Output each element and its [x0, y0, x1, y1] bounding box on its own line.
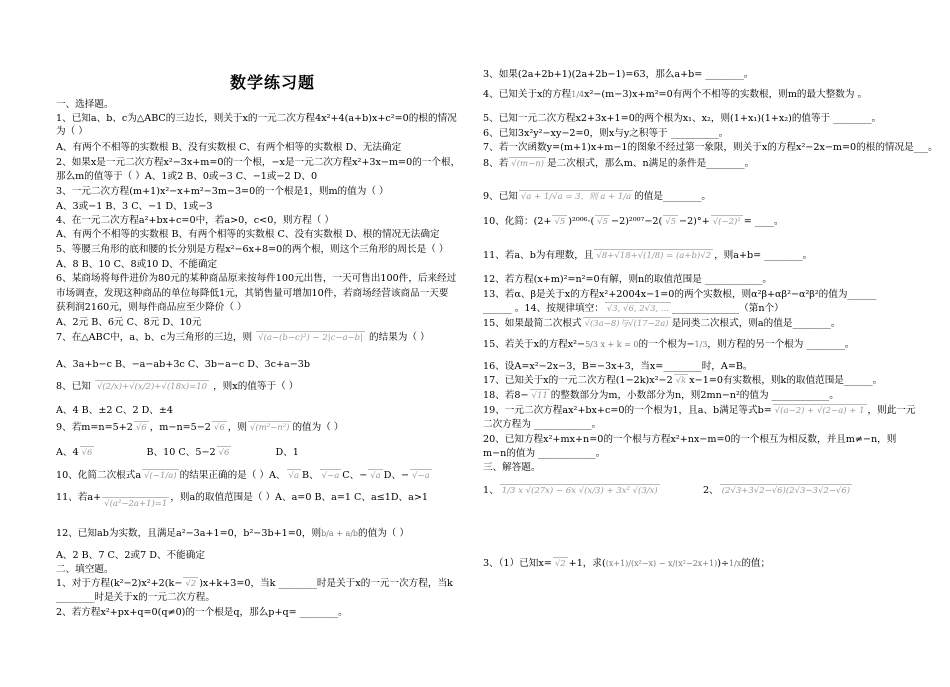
- q9-opt-a-math: √6: [81, 448, 93, 458]
- f14-text: ______ 。14、按规律填空：: [483, 303, 604, 314]
- f1-line2: ________时是关于x的一元二次方程。: [56, 592, 215, 603]
- q5-line1: 5、等腰三角形的底和腰的长分别是方程x²−6x+8=0的两个根，则这个三角形的周长是（ ）: [56, 244, 449, 255]
- q1-options: A、有两个不相等的实数根 B、没有实数根 C、有两个相等的实数根 D、无法确定: [56, 142, 402, 153]
- q6-line1: 6、某商场将每件进价为80元的某种商品原来按每件100元出售，一天可售出100件，后来经过: [56, 273, 457, 284]
- q3-options: A、3或−1 B、3 C、−1 D、1或−3: [56, 201, 213, 212]
- q4-line1: 4、在一元二次方程a²+bx+c=0中，若a>0，c<0，则方程（ ）: [56, 215, 334, 226]
- q12-math: b/a + a/b: [321, 529, 359, 538]
- f8-line: [483, 157, 754, 171]
- f18-math: √11: [531, 391, 548, 401]
- q7-text: 7、在△ABC中，a、b、c为三角形的三边，则: [56, 332, 253, 343]
- f20-line1: 20、已知方程x²+mx+n=0的一个根与方程x²+nx−m=0的一个根互为相反数，并且m≠−n，则: [483, 434, 897, 445]
- f12-line: 12、若方程(x+m)²=n²=0有解，则n的取值范围是 ____________。: [483, 274, 772, 285]
- q10-opt-d: √−a: [412, 471, 430, 481]
- page-title: 数学练习题: [230, 73, 316, 92]
- f10-text5: = ____。: [743, 216, 784, 227]
- f18-text2: 的整数部分为m，小数部分为n，则2mn−n²的值为 ____________。: [550, 390, 839, 401]
- q1-line1: 1、已知a、b、c为△ABC的三边长，则关于x的一元二次方程4x²+4(a+b)x+c²=0的根的情况: [56, 113, 457, 124]
- q9-math2: √6: [213, 423, 225, 433]
- a1-label: 1、: [483, 485, 499, 496]
- a3-math1: √2: [554, 559, 566, 569]
- q2-line1: 2、如果x是一元二次方程x²−3x+m=0的一个根，−x是一元二次方程x²+3x−m=0的一个根，: [56, 157, 461, 168]
- f11-text: 11、若a、b为有理数，且: [483, 250, 594, 261]
- f8-text2: 是二次根式，那么m、n满足的条件是________。: [547, 158, 755, 169]
- q10-text5: D、−: [383, 470, 410, 481]
- q9-text: 9、若m=n=5+2: [56, 422, 133, 433]
- f15b-text2: 的一个根为−: [638, 339, 695, 350]
- q11-line: [56, 491, 428, 511]
- a1-math: 1/3 x √(27x) − 6x √(x/3) + 3x² √(3/x): [501, 486, 658, 496]
- f14-math: √3, √6, 2√3, ...: [606, 304, 669, 314]
- f9-text: 9、已知: [483, 191, 518, 202]
- f11-line: [483, 249, 812, 263]
- q9-opt-c-math: √6: [218, 448, 230, 458]
- f1-line1: [56, 577, 453, 591]
- f19-text: 19、一元二次方程ax²+bx+c=0的一个根为1，且a、b满足等式b=: [483, 405, 772, 416]
- a1-line: [483, 484, 661, 498]
- q11-text2: ，则a的取值范围是（ ）A、a=0 B、a=1 C、a≤1D、a>1: [170, 492, 428, 503]
- f4-text2: x²−(m−3)x+m²=0有两个不相等的实数根，则m的最大整数为 。: [584, 89, 868, 100]
- f11-math: √8+√18+√(1/8) = (a+b)√2: [596, 251, 712, 261]
- a2-label: 2、: [703, 485, 719, 496]
- section-fill: 二、填空题。: [56, 564, 114, 575]
- q9-opt-bc: B、10 C、5−2: [146, 447, 216, 458]
- f13-line1: 13、若α、β是关于x的方程x²+2004x−1=0的两个实数根，则α²β+αβ²−α²β²的值为______: [483, 289, 877, 300]
- f15b-text3: ，则方程的另一个根为 ________。: [707, 339, 855, 350]
- f15b-math: 5/3 x + k = 0: [585, 340, 639, 349]
- q12-text2: 的值为（ ）: [358, 528, 410, 539]
- f9-line: [483, 190, 711, 204]
- f17-math: √k: [675, 376, 687, 386]
- a2-math: (2√3+3√2−√6)(2√3−3√2−√6): [721, 486, 851, 496]
- q10-text2: 的结果正确的是（ ）A、: [179, 470, 286, 481]
- q9-text3: ，则: [227, 422, 247, 433]
- f16-line: 16、设A=x²−2x−3，B=−3x+3，当x=________时，A=B。: [483, 361, 753, 372]
- f11-text2: ，则a+b= ________。: [714, 250, 813, 261]
- a3-text2: +1，求(: [568, 558, 606, 569]
- q9-text2: ，m−n=5−2: [149, 422, 211, 433]
- f1-text2: )x+k+3=0，当k ________时是关于x的一元一次方程，当k: [199, 578, 453, 589]
- f6-line: 6、已知3x²y²−xy−2=0，则x与y之积等于 __________。: [483, 128, 729, 139]
- a3-text: 3、（1）已知x=: [483, 558, 552, 569]
- q10-math: √(−1/a): [144, 471, 177, 481]
- q9-text4: 的值为（ ）: [292, 422, 344, 433]
- f17-text2: x−1=0有实数根，则k的取值范围是______。: [689, 375, 883, 386]
- f7-line: 7、若一次函数y=(m+1)x+m−1的图象不经过第一象限，则关于x的方程x²−2x−m=0的根的情况是___。: [483, 142, 938, 153]
- f17-line: [483, 374, 882, 388]
- f10-math2: √5: [597, 217, 609, 227]
- q4-options: A、有两个不相等的实数根 B、有两个相等的实数根 C、没有实数根 D、根的情况无法确定: [56, 229, 440, 240]
- a3-line: [483, 557, 770, 571]
- f15-math: √(3a−8)与√(17−2a): [584, 319, 669, 329]
- a2-line: [703, 484, 853, 498]
- q10-text3: B、: [302, 470, 319, 481]
- q3-line1: 3、一元二次方程(m+1)x²−x+m²−3m−3=0的一个根是1，则m的值为（ ）: [56, 186, 389, 197]
- f10-text: 10、化简：(2+: [483, 216, 552, 227]
- f4-line: [483, 88, 867, 101]
- q9-math3: √(m²−n²): [249, 423, 290, 433]
- q8-text: 8、已知: [56, 381, 91, 392]
- a3-frac2: 1/x: [729, 559, 742, 568]
- f19-line1: [483, 404, 916, 418]
- f4-text: 4、已知关于x的方程: [483, 89, 572, 100]
- f9-text2: 的值是________。: [634, 191, 711, 202]
- q5-options: A、8 B、10 C、8或10 D、不能确定: [56, 259, 218, 270]
- f15-text: 15、如果最简二次根式: [483, 318, 582, 329]
- f15-line: [483, 317, 840, 331]
- f18-line: [483, 389, 839, 403]
- f15-text2: 是同类二次根式，则a的值是________。: [671, 318, 841, 329]
- q9-opt-a: A、4: [56, 447, 79, 458]
- q12-text: 12、已知ab为实数，且满足a²−3a+1=0，b²−3b+1=0，则: [56, 528, 322, 539]
- f15b-frac: 1/3: [694, 340, 708, 349]
- f19-line2: 二次方程为 ____________。: [483, 419, 602, 430]
- q8-text2: ，则x的值等于（ ）: [213, 381, 299, 392]
- f15b-text: 15、若关于x的方程x²−: [483, 339, 586, 350]
- f18-text: 18、若8−: [483, 390, 529, 401]
- f10-text3: −2)²⁰⁰⁷−2(: [611, 216, 663, 227]
- a3-text4: 的值；: [741, 558, 771, 569]
- q7-options: A、3a+b−c B、−a−ab+3c C、3b−a−c D、3c+a−3b: [56, 359, 311, 370]
- q9-opt-d: D、1: [275, 447, 299, 458]
- q8-math: √(2/x)+√(x/2)+√(18x)=10: [96, 382, 208, 392]
- q10-text4: C、−: [342, 470, 368, 481]
- f1-math: √2: [185, 579, 197, 589]
- f10-text4: −2)°+: [679, 216, 710, 227]
- f10-math3: √5: [665, 217, 677, 227]
- f4-math: 1/4: [571, 90, 585, 99]
- q9-line1: [56, 421, 344, 435]
- q10-opt-c: √a: [370, 471, 381, 481]
- f9-math: √a + 1/√a = 3，则 a + 1/a: [520, 192, 632, 202]
- f10-math4: √(−2)²: [712, 217, 741, 227]
- q9-options: [56, 446, 299, 460]
- q7-text2: 的结果为（ ）: [369, 332, 430, 343]
- f5-line: 5、已知一元二次方程x2+3x+1=0的两个根为x₁、x₂，则(1+x₁)(1+x₂)的值等于 ________。: [483, 113, 882, 124]
- f20-line2: m−n的值为 ____________。: [483, 448, 606, 459]
- f8-text: 8、若: [483, 158, 509, 169]
- section-answer: 三、解答题。: [483, 462, 541, 473]
- q7-line1: [56, 331, 430, 345]
- q10-line: [56, 469, 433, 483]
- q10-text: 10、化简二次根式a: [56, 470, 142, 481]
- q12-options: A、2 B、7 C、2或7 D、不能确定: [56, 550, 205, 561]
- f3-line: 3、如果(2a+2b+1)(2a+2b−1)=63，那么a+b= ________。: [483, 69, 754, 80]
- q10-opt-a: √a: [288, 471, 300, 481]
- section-choice: 一、选择题。: [56, 99, 114, 110]
- a3-text3: )÷: [717, 558, 730, 569]
- f17-text: 17、已知关于x的一元二次方程(1−2k)x²−2: [483, 375, 673, 386]
- q7-math: √(a−(b−c)²) − 2|c−a−b|: [258, 333, 363, 343]
- q1-line2: 为（ ）: [56, 126, 88, 137]
- f13-line2: [483, 302, 784, 316]
- f19-math: √(a−2) + √(2−a) + 1: [774, 406, 865, 416]
- q6-line2: 市场调查，发现这种商品的单位每降低1元，其销售量可增加10件，若商场经营该商品一天要: [56, 288, 449, 299]
- q11-text: 11、若a+: [56, 492, 102, 503]
- f10-math1: √5: [554, 217, 566, 227]
- f10-line: [483, 215, 784, 229]
- q11-math: √(a²−2a+1)=1: [104, 499, 168, 509]
- q2-line2: 那么m的值等于（ ）A、1或2 B、0或−3 C、−1或−2 D、0: [56, 171, 318, 182]
- q6-options: A、2元 B、6元 C、8元 D、10元: [56, 317, 202, 328]
- q6-line3: 获利润2160元，则每件商品应至少降价（ ）: [56, 302, 247, 313]
- q8-line1: [56, 380, 298, 394]
- q12-line1: [56, 527, 409, 540]
- f19-text2: ，则此一元: [867, 405, 916, 416]
- q9-math1: √6: [135, 423, 147, 433]
- f14-text2: ______________（第n个）: [672, 303, 784, 314]
- f1-text: 1、对于方程(k²−2)x²+2(k−: [56, 578, 183, 589]
- q10-opt-b: √−a: [321, 471, 340, 481]
- f15b-line: [483, 338, 854, 351]
- q8-options: A、4 B、±2 C、2 D、±4: [56, 405, 174, 416]
- a3-frac1: (x+1)/(x²−x) − x/(x²−2x+1): [605, 559, 718, 568]
- f10-text2: )²⁰⁰⁶·(: [568, 216, 595, 227]
- f8-math: √(m−n): [511, 159, 545, 169]
- f2-line: 2、若方程x²+px+q=0(q≠0)的一个根是q，那么p+q= ________。: [56, 607, 348, 618]
